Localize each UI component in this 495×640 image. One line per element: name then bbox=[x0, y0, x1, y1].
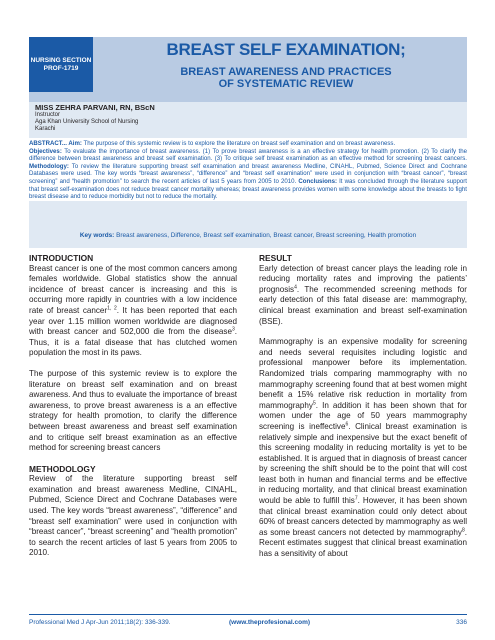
abstract-methodology: To review the literature supporting breast self examination and breast awareness Medline, CINAHL, Pubmed, Science Direct and Cochrane Databases were used. The key words “breast awareness”, “difference” and “breast self examination” were used in conjunction with “breast cancer”, “breast screening” and “health promotion” to search the recent articles of last 5 years from 2005 to 2010. bbox=[29, 162, 467, 185]
result-text-b: . The recommended screening methods for early detection of this fatal disease are: mammography, clinical breast examination and breast self-examination (BSE). bbox=[259, 284, 467, 326]
article-subtitle bbox=[100, 66, 472, 90]
section-name: NURSING SECTION bbox=[30, 56, 92, 64]
citation: 5 bbox=[312, 400, 316, 407]
result-text-a: Early detection of breast cancer plays the leading role in reducing mortality rates and improving the patients’ prognosis bbox=[259, 263, 467, 294]
abstract bbox=[29, 140, 467, 201]
result-text-f: . However, it has been shown that clinical breast examination could only detect about 60% of breast cancers detected by mammography as well as some breast cancers not detected by mammography bbox=[259, 496, 467, 537]
left-column bbox=[29, 253, 237, 569]
result-heading: RESULT bbox=[259, 253, 292, 263]
journal-citation: Professional Med J Apr-Jun 2011;18(2): 336-339. bbox=[29, 619, 171, 626]
intro-text-a: Breast cancer is one of the most common cancers among females worldwide. Global statistics show the annual incidence of breast cancer is increasing and this is occurring more rapidly in countries with a low incidence rate of breast cancer bbox=[29, 263, 237, 315]
abstract-aim: The purpose of this systemic review is to explore the literature on breast self examination and on breast awareness. bbox=[81, 140, 396, 147]
subtitle-line-2: OF SYSTEMATIC REVIEW bbox=[218, 78, 354, 90]
abstract-conclusions: It was concluded through the literature support that breast self-examination does not reduce breast cancer mortality whereas; breast awareness provides women with some knowledge about the breasts to fight breast disease and to reduce morbidity but not to reduce the mortality. bbox=[29, 177, 467, 201]
intro-text-b: . It has been reported that each year over 1.15 million women worldwide are diagnosed with breast cancer and 502,000 die from the disease bbox=[29, 305, 237, 337]
result-paragraph-2 bbox=[259, 337, 467, 559]
author-role: Instructor bbox=[35, 112, 61, 118]
section-badge bbox=[29, 37, 93, 92]
abstract-objectives-label: Objectives: bbox=[29, 147, 62, 155]
subtitle-line-1: BREAST AWARENESS AND PRACTICES bbox=[180, 66, 392, 78]
author-institution: Aga Khan University School of Nursing bbox=[35, 119, 139, 125]
introduction-paragraph-1 bbox=[29, 264, 237, 359]
right-column bbox=[259, 253, 467, 570]
introduction-paragraph-2: The purpose of this systemic review is to explore the literature on breast self examination and on breast awareness. And thus to evaluate the importance of breast awareness, to prove breast awareness is a an effective strategy for health promotion, to clarify the difference between breast awareness and breast self examination and to critique self breast examination as an effective method for screening breast cancers bbox=[29, 368, 237, 453]
introduction-heading: INTRODUCTION bbox=[29, 253, 94, 263]
keywords bbox=[29, 232, 467, 239]
result-paragraph-1 bbox=[259, 264, 467, 328]
author-city: Karachi bbox=[35, 126, 56, 132]
author-block bbox=[29, 102, 467, 138]
abstract-conclusions-label: Conclusions: bbox=[298, 177, 337, 185]
citation: 3 bbox=[231, 326, 235, 333]
abstract-methodology-label: Methodology: bbox=[29, 162, 69, 170]
footer-rule bbox=[29, 614, 467, 615]
methodology-paragraph: Review of the literature supporting breast self examination and breast awareness Medline, CINAHL, Pubmed, Science Direct and Cochrane Databases were used. The key words “breast awareness”, “difference” and “breast self examination” were used in conjunction with “breast cancer”, “breast screening” and “health promotion” to search the recent articles of last 5 years from 2005 to 2010. bbox=[29, 474, 237, 558]
page-number: 336 bbox=[456, 619, 467, 626]
keywords-text: Breast awareness, Difference, Breast self examination, Breast cancer, Breast screening, Health promotion bbox=[114, 232, 417, 239]
result-text-c: Mammography is an expensive modality for screening and needs several requisites including logistic and professional manpower before its implementation. Randomized trials comparing mammography with no mammography screening found that at best women might benefit a 15% relative risk reduction in mortality from mammography bbox=[259, 337, 467, 410]
journal-website[interactable]: (www.theprofesional.com) bbox=[229, 619, 311, 626]
intro-text-c: . Thus, it is a fatal disease that has clutched women population the most in its paws. bbox=[29, 327, 237, 358]
citation: 7 bbox=[354, 495, 358, 502]
methodology-heading: METHODOLOGY bbox=[29, 463, 96, 474]
abstract-objectives: To evaluate the importance of breast awareness. (1) To prove breast awareness is a an effective strategy for health promotion. (2) To clarify the difference between breast awareness and breast self examination. (3) To critique self breast examination as an effective method for screening breast cancers. bbox=[29, 147, 467, 163]
result-text-e: . Clinical breast examination is relatively simple and inexpensive but the exact benefit of this screening modality in reducing mortality is yet to be established. It is argued that in diagnosis of breast cancer by screening the shift should be to the point that will cost least both in human and financial terms and be effective in reducing mortality, and that clinical breast examination would be able to fulfill this bbox=[259, 421, 467, 506]
keywords-label: Key words: bbox=[79, 232, 115, 239]
article-title: BREAST SELF EXAMINATION; bbox=[166, 40, 406, 59]
author-name: MISS ZEHRA PARVANI, RN, BScN bbox=[35, 103, 155, 112]
citation: 1, 2 bbox=[107, 305, 117, 312]
footer bbox=[29, 619, 467, 626]
result-text-g: . Recent estimates suggest that clinical breast examination has a sensitivity of about bbox=[259, 527, 467, 559]
citation: 6 bbox=[345, 421, 349, 428]
citation: 8 bbox=[461, 527, 465, 534]
result-text-d: . In addition it has been shown that for women under the age of 50 years mammography screening is ineffective bbox=[259, 400, 467, 431]
abstract-aim-label: ABSTRACT... Aim: bbox=[29, 140, 82, 147]
section-code: PROF-1719 bbox=[43, 64, 79, 72]
citation: 4 bbox=[294, 284, 297, 291]
abstract-text bbox=[29, 140, 467, 201]
